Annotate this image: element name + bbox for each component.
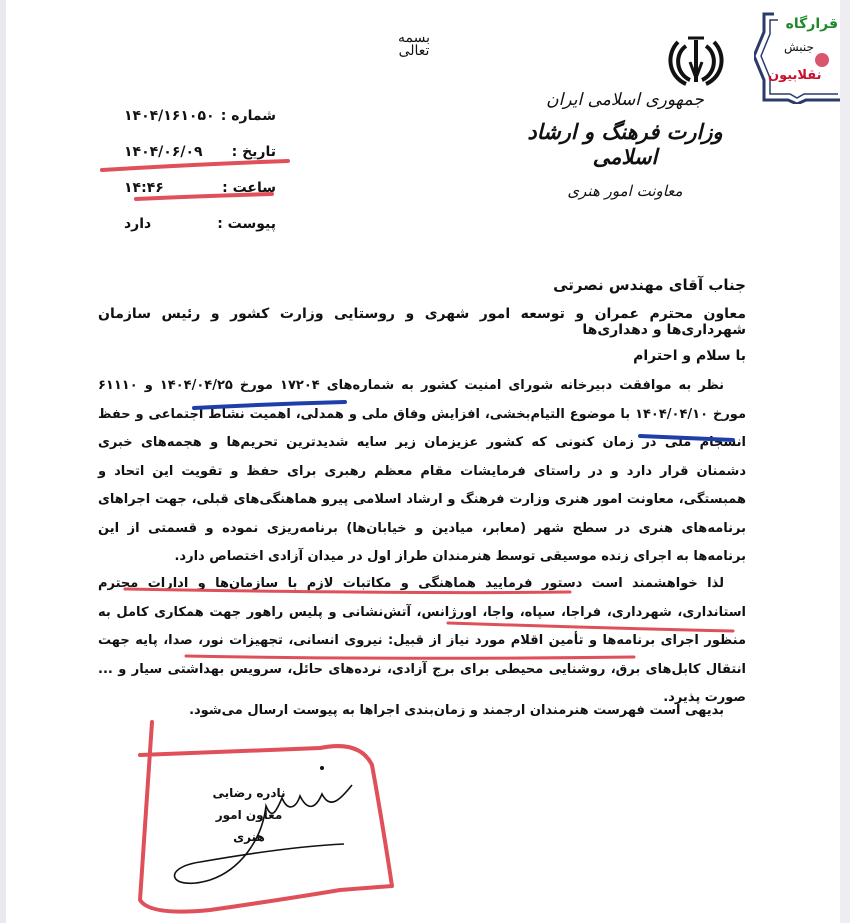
meta-number-row (116, 98, 276, 134)
meta-time-row (116, 170, 276, 206)
paragraph-2: لذا خواهشمند است دستور فرمایید هماهنگی و مکاتبات لازم با سازمان‌ها و ادارات محترم استانداری، شهرداری، فراجا، سپاه، واجا، اورژانس، آتش‌نشانی و پلیس راهور جهت همکاری کامل به منظور اجرای برنامه‌ها و تأمین اقلام مورد نیاز از قبیل: نیروی انسانی، تجهیزات نور، صدا، پایه جهت انتقال کابل‌های برق، روشنایی محیطی برای برج آزادی، نرده‌های حائل، سرویس بهداشتی سیار و ... صورت پذیرد. (98, 576, 746, 705)
addressee-name: جناب آقای مهندس نصرتی (553, 276, 746, 294)
letter-page (6, 0, 840, 923)
bismillah-heading: بسمه تعالی (398, 30, 430, 59)
addressee-title: معاون محترم عمران و توسعه امور شهری و روستایی وزارت کشور و رئیس سازمان شهرداری‌ها و دهداری‌ها (98, 306, 746, 338)
org-ministry: وزارت فرهنگ و ارشاد اسلامی (527, 119, 723, 169)
letter-metadata (116, 98, 276, 242)
org-country: جمهوری اسلامی ایران (546, 90, 704, 110)
logo-line-3: نقلابیون (768, 68, 822, 83)
meta-date-label: تاریخ : (231, 144, 276, 160)
paragraph-1: نظر به موافقت دبیرخانه شورای امنیت کشور به شماره‌های ۱۷۲۰۴ مورخ ۱۴۰۴/۰۴/۲۵ و ۶۱۱۱۰ مورخ ۱۴۰۴/۰۴/۱۰ با موضوع التیام‌بخشی، افزایش وفاق ملی و همدلی، اهمیت نشاط اجتماعی و حفظ انسجام ملی در زمان کنونی که کشور عزیزمان زیر سایه شدیدترین تحریم‌ها و هجمه‌های خبری دشمنان قرار دارد و در راستای فرمایشات مقام معظم رهبری برای حفظ و تقویت این اتحاد و همبستگی، معاونت امور هنری وزارت فرهنگ و ارشاد اسلامی پیرو هماهنگی‌های قبلی، جهت اجراهای برنامه‌های هنری در سطح شهر (معابر، میادین و خیابان‌ها) برنامه‌ریزی نموده و قسمتی از این برنامه‌ها به اجرای زنده موسیقی توسط هنرمندان طراز اول در میدان آزادی اختصاص دارد. (98, 378, 746, 564)
meta-attachment-value: دارد (124, 216, 152, 232)
logo-line-2: جنبش (784, 40, 814, 54)
greeting: با سلام و احترام (633, 348, 746, 364)
organization-header (505, 88, 745, 204)
logo-line-1: قرارگاه (785, 16, 838, 32)
meta-attachment-label: پیوست : (217, 216, 276, 232)
meta-number-label: شماره : (220, 108, 276, 124)
meta-time-label: ساعت : (222, 180, 276, 196)
paragraph-3: بدیهی است فهرست هنرمندان ارجمند و زمان‌بندی اجراها به پیوست ارسال می‌شود. (189, 703, 724, 718)
meta-attachment-row (116, 206, 276, 242)
signatory-name: نادره رضایی (212, 786, 286, 800)
signatory-block (204, 782, 294, 848)
meta-date-row (116, 134, 276, 170)
meta-time-value: ۱۴:۴۶ (124, 180, 164, 196)
meta-number-value: ۱۴۰۴/۱۶۱۰۵۰ (124, 108, 215, 124)
org-deputy: معاونت امور هنری (567, 182, 683, 200)
iran-emblem-icon (666, 32, 726, 88)
watermark-logo (754, 12, 840, 104)
page-edge-right (840, 0, 850, 923)
signatory-title: معاون امور هنری (215, 808, 283, 844)
meta-date-value: ۱۴۰۴/۰۶/۰۹ (124, 144, 203, 160)
